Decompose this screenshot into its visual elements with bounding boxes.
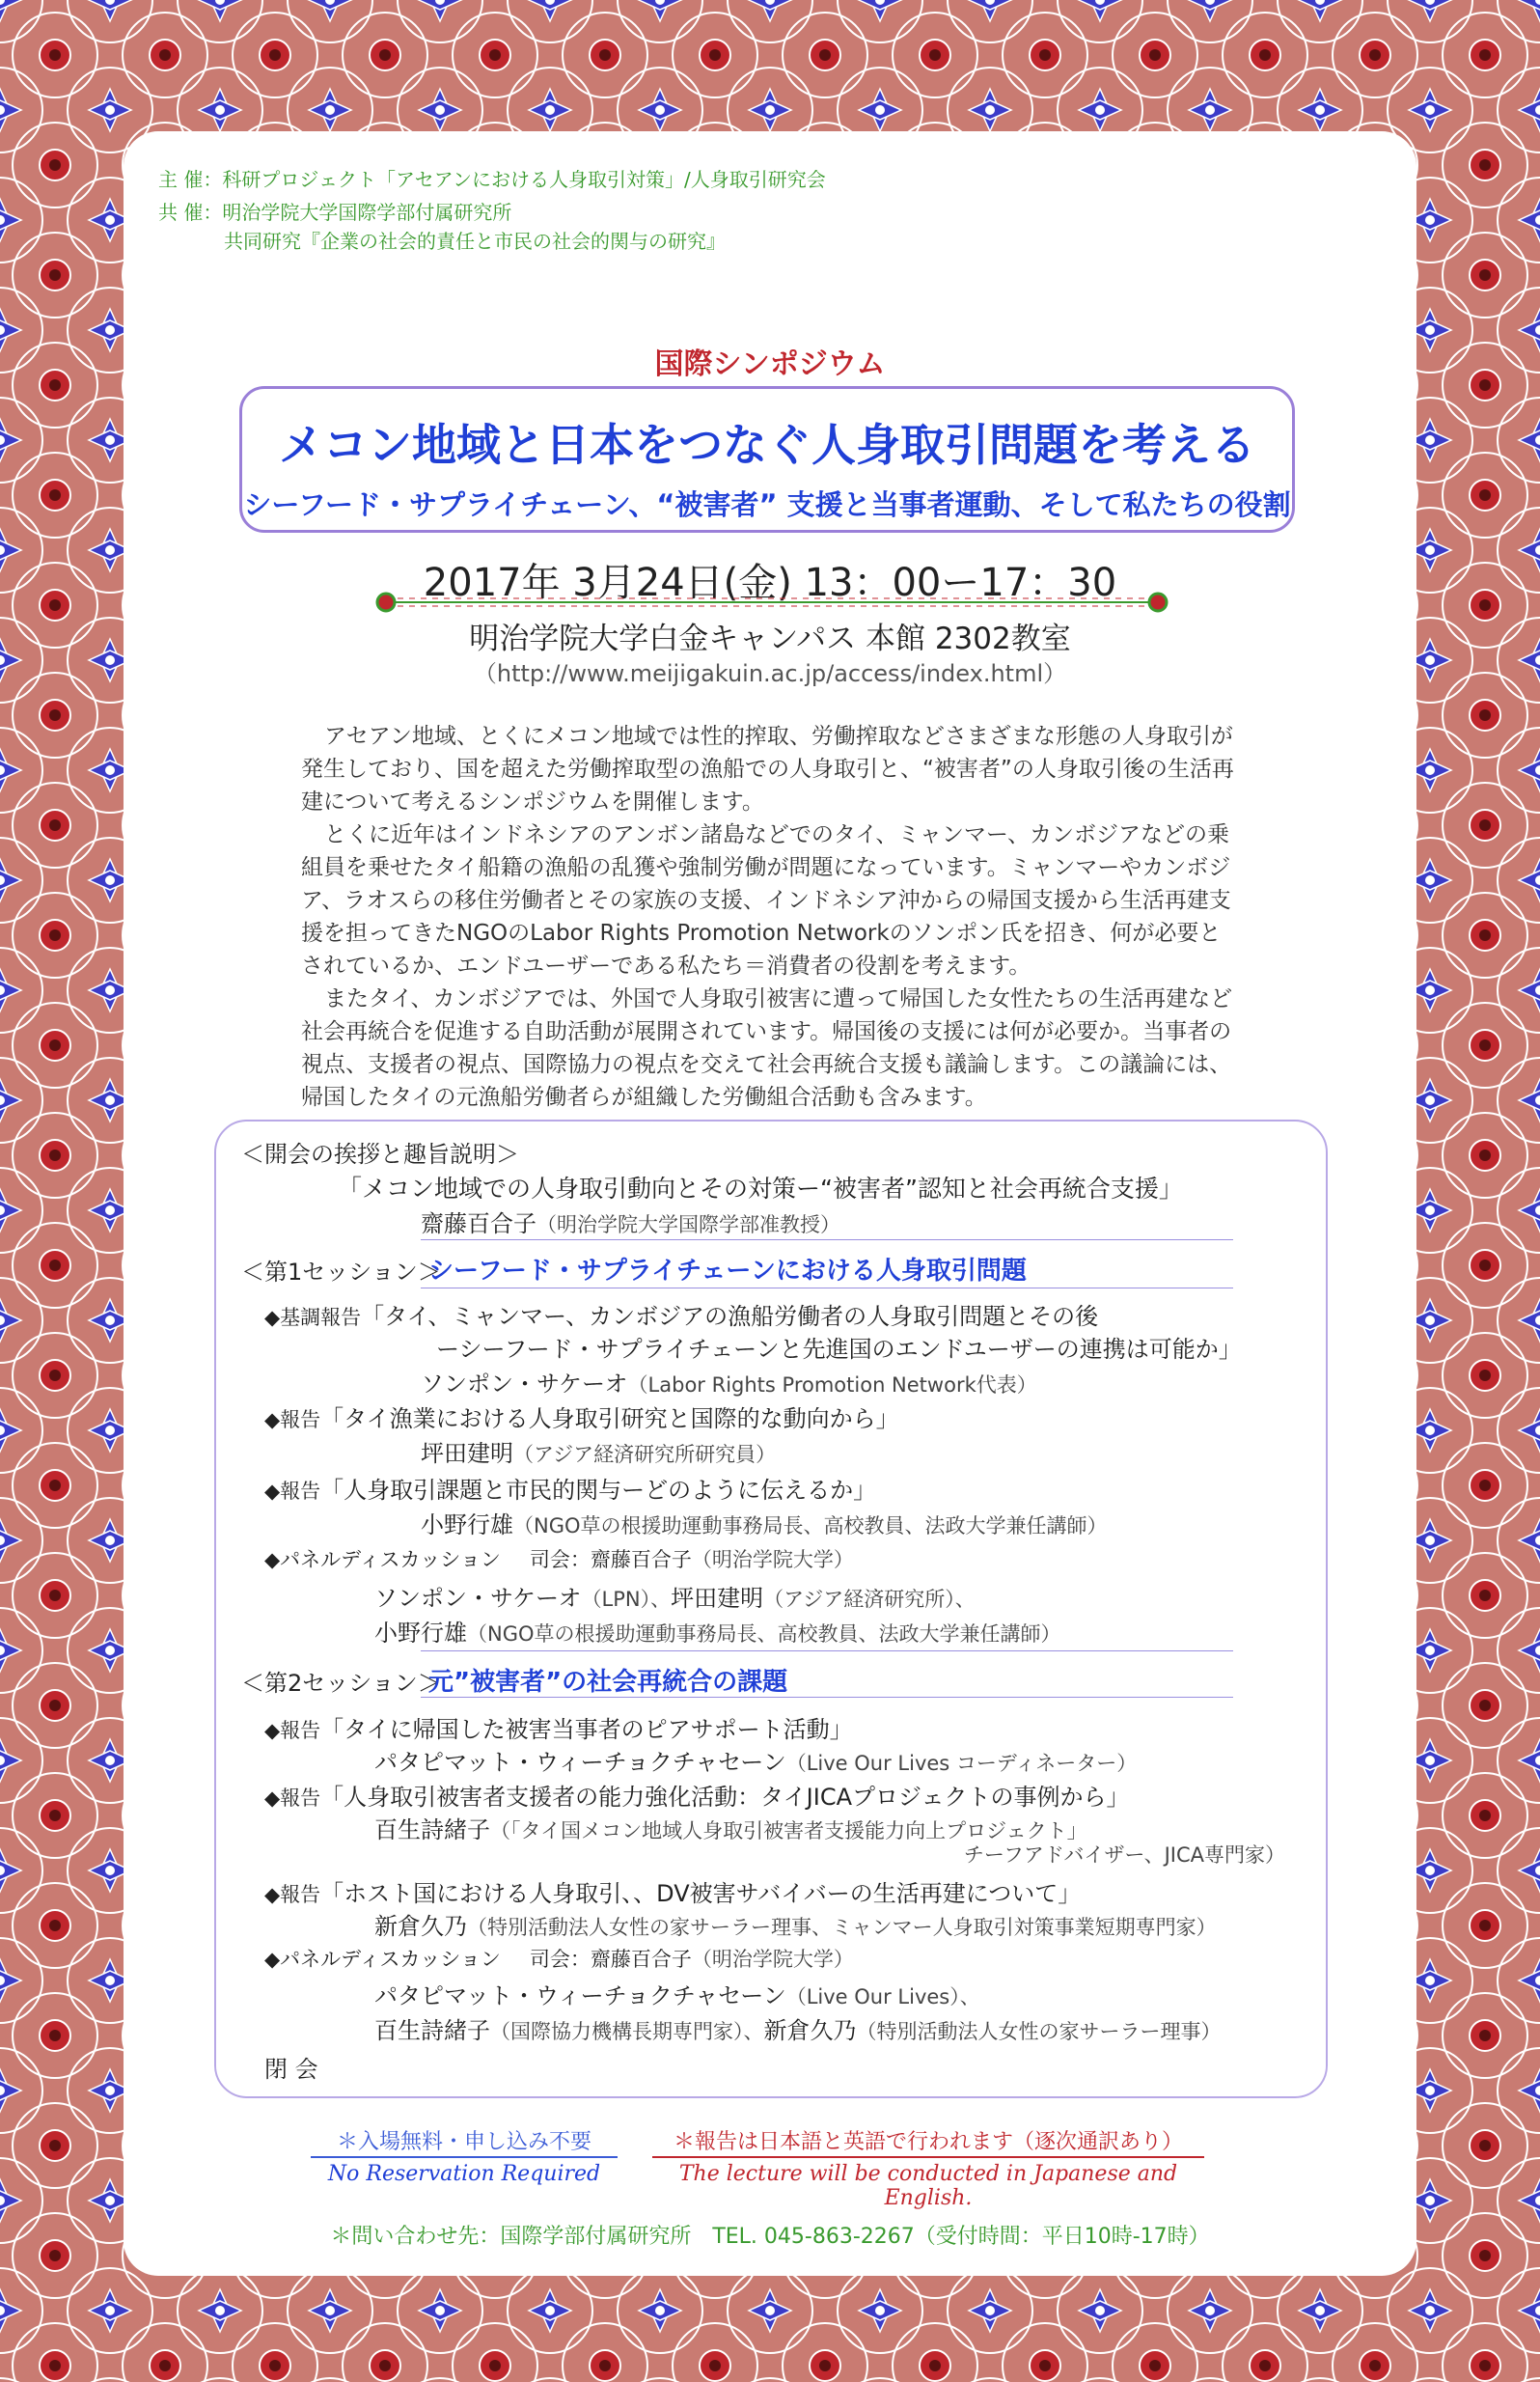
s1-r2-tag: ◆報告 [264, 1480, 321, 1503]
s1-panel-p1: ソンポン・サケーオ [374, 1585, 582, 1612]
s1-keynote-affil: （Labor Rights Promotion Network代表） [627, 1373, 1037, 1397]
s2-r2-speaker: 百生詩緒子 [374, 1816, 490, 1843]
s1-r1-affil: （アジア経済研究所研究員） [513, 1443, 777, 1466]
free-admission-note: ＊入場無料・申し込み不要 [336, 2130, 591, 2154]
cohost-line [158, 199, 511, 226]
s2-panel-p3: 新倉久乃 [763, 2017, 857, 2044]
s2-report-3-speaker-line [374, 1907, 1217, 1941]
s2-report-2-line [264, 1778, 1130, 1812]
s1-panel-p3-affil: （NGO草の根援助運動事務局長、高校教員、法政大学兼任講師） [467, 1622, 1061, 1646]
venue-url-link[interactable]: （http://www.meijigakuin.ac.jp/access/index.html） [473, 660, 1067, 687]
s1-keynote-speaker-line [421, 1365, 1037, 1399]
body-paragraph-2: とくに近年はインドネシアのアンボン諸島などでのタイ、ミャンマー、カンボジアなどの乗組員を乗せたタイ船籍の漁船の乱獲や強制労働が問題になっています。ミャンマーやカンボジア、ラオスらの移住労働者とその家族の支援、インドネシア沖からの帰国支援から生活再建支援を担ってきたNGOのLabor Rights Promotion Networkのソンポン氏を招き、何が必要とされているか、エンドユーザーである私たち＝消費者の役割を考えます。 [301, 822, 1231, 979]
opening-title: 「メコン地域での人身取引動向とその対策ー“被害者”認知と社会再統合支援」 [338, 1175, 1183, 1203]
divider [652, 2156, 1204, 2158]
s2-panel-p1-affil: （Live Our Lives）、 [785, 1985, 980, 2008]
s2-panel-panelists-1 [374, 1977, 980, 2010]
opening-speaker-line [421, 1205, 840, 1238]
s2-panel-p3-affil: （特別活動法人女性の家サーラー理事） [856, 2020, 1222, 2043]
s1-panel-p2: 坪田建明 [671, 1585, 764, 1612]
language-note-en: The lecture will be conducted in Japanese and English. [678, 2162, 1178, 2210]
s2-r3-tag: ◆報告 [264, 1883, 321, 1906]
s2-r2-affil-1: （「タイ国メコン地域人身取引被害者支援能力向上プロジェクト」 [490, 1819, 1087, 1842]
host-text: 科研プロジェクト「アセアンにおける人身取引対策」/人身取引研究会 [222, 168, 826, 191]
s2-r1-title: 「タイに帰国した被害当事者のピアサポート活動」 [320, 1716, 853, 1743]
opening-affil: （明治学院大学国際学部准教授） [536, 1213, 840, 1236]
s2-r1-tag: ◆報告 [264, 1719, 321, 1742]
s2-r2-title: 「人身取引被害者支援者の能力強化活動：タイJICAプロジェクトの事例から」 [320, 1784, 1130, 1811]
s1-r2-title: 「人身取引課題と市民的関与ーどのように伝えるか」 [320, 1477, 877, 1504]
cohost-text-1: 明治学院大学国際学部付属研究所 [222, 201, 512, 224]
session-2-label: ＜第2セッション＞ [241, 1670, 441, 1697]
contact-info: ＊問い合わせ先：国際学部付属研究所 TEL. 045-863-2267（受付時間：平日10時-17時） [330, 2225, 1210, 2249]
language-note: ＊報告は日本語と英語で行われます（逐次通訳あり） [673, 2130, 1183, 2154]
s1-panel-line [264, 1544, 854, 1573]
s1-panel-p2-affil: （アジア経済研究所）、 [763, 1588, 976, 1611]
s1-keynote-title-1: 「タイ、ミャンマー、カンボジアの漁船労働者の人身取引問題とその後 [361, 1303, 1099, 1330]
s1-report-2-speaker-line [421, 1506, 1108, 1539]
ornament-divider [367, 591, 1177, 614]
s2-r1-speaker: パタピマット・ウィーチョクチャセーン [374, 1749, 786, 1776]
s2-r3-affil: （特別活動法人女性の家サーラー理事、ミャンマー人身取引対策事業短期専門家） [467, 1916, 1217, 1939]
host-line [158, 166, 826, 193]
body-paragraph-1: アセアン地域、とくにメコン地域では性的搾取、労働搾取などさまざまな形態の人身取引が発生しており、国を超えた労働搾取型の漁船での人身取引と、“被害者”の人身取引後の生活再建について考えるシンポジウムを開催します。 [301, 724, 1234, 815]
s2-report-1-line [264, 1710, 853, 1744]
s1-keynote-tag: ◆基調報告 [264, 1306, 362, 1329]
s2-r2-tag: ◆報告 [264, 1786, 321, 1810]
s2-r3-speaker: 新倉久乃 [374, 1913, 467, 1940]
s2-report-3-line [264, 1874, 1081, 1908]
session-1-label: ＜第1セッション＞ [241, 1259, 441, 1286]
s1-report-2-line [264, 1471, 876, 1505]
s2-panel-chair-affil: （明治学院大学） [691, 1948, 854, 1971]
s2-panel-p2-affil: （国際協力機構長期専門家）、 [490, 2020, 764, 2043]
s2-panel-panelists-2 [374, 2011, 1222, 2045]
s2-panel-p2: 百生詩緒子 [374, 2017, 490, 2044]
s1-panel-panelists-2 [374, 1614, 1061, 1648]
session-1-title: シーフード・サプライチェーンにおける人身取引問題 [428, 1257, 1027, 1286]
s2-panel-line [264, 1944, 854, 1973]
session-2-title: 元”被害者”の社会再統合の課題 [428, 1668, 788, 1697]
s2-report-1-speaker-line [374, 1743, 1137, 1777]
s2-r1-affil: （Live Our Lives コーディネーター） [785, 1752, 1138, 1775]
s2-panel-tag: ◆パネルディスカッション [264, 1948, 501, 1971]
host-label: 主 催： [158, 168, 223, 191]
s1-keynote-speaker: ソンポン・サケーオ [421, 1371, 628, 1398]
divider [421, 1697, 1233, 1698]
page-title: メコン地域と日本をつなぐ人身取引問題を考える [279, 419, 1255, 471]
s1-r2-affil: （NGO草の根援助運動事務局長、高校教員、法政大学兼任講師） [513, 1514, 1108, 1537]
opening-speaker: 齋藤百合子 [421, 1210, 536, 1237]
divider [421, 1239, 1233, 1240]
s1-panel-chair: 司会：齋藤百合子 [529, 1548, 692, 1571]
body-paragraph-3: またタイ、カンボジアでは、外国で人身取引被害に遭って帰国した女性たちの生活再建など社会再統合を促進する自助活動が展開されています。帰国後の支援には何が必要か。当事者の視点、支援者の視点、国際協力の視点を交えて社会再統合支援も議論します。この議論には、帰国したタイの元漁船労働者らが組織した労働組合活動も含みます。 [301, 986, 1233, 1110]
s1-panel-p3: 小野行雄 [374, 1620, 467, 1647]
s2-r3-title: 「ホスト国における人身取引、、DV被害サバイバーの生活再建について」 [320, 1880, 1082, 1907]
event-venue: 明治学院大学白金キャンパス 本館 2302教室 [469, 622, 1071, 656]
s1-keynote-line [264, 1297, 1098, 1331]
opening-label: ＜開会の挨拶と趣旨説明＞ [241, 1141, 519, 1168]
title-box [239, 386, 1295, 533]
s1-panel-chair-affil: （明治学院大学） [691, 1548, 854, 1571]
s1-report-1-speaker-line [421, 1434, 776, 1468]
s1-r1-tag: ◆報告 [264, 1408, 321, 1431]
s1-panel-p1-affil: （LPN）、 [581, 1588, 672, 1611]
cohost-label: 共 催： [158, 201, 223, 224]
s2-panel-chair: 司会：齋藤百合子 [529, 1948, 692, 1971]
symposium-label: 国際シンポジウム [654, 347, 886, 381]
s1-r1-title: 「タイ漁業における人身取引研究と国際的な動向から」 [320, 1405, 899, 1432]
event-date: 2017年 3月24日(金) 13：00ー17：30 [423, 561, 1117, 605]
cohost-line-2: 共同研究『企業の社会的責任と市民の社会的関与の研究』 [224, 230, 726, 253]
page-subtitle: シーフード・サプライチェーン、“被害者” 支援と当事者運動、そして私たちの役割 [243, 488, 1291, 521]
s1-r1-speaker: 坪田建明 [421, 1440, 513, 1467]
divider [311, 2156, 618, 2158]
s2-r2-affil-2: チーフアドバイザー、JICA専門家） [963, 1843, 1285, 1867]
closing: 閉 会 [264, 2056, 318, 2083]
s1-r2-speaker: 小野行雄 [421, 1511, 513, 1538]
divider [421, 1650, 1233, 1651]
s1-keynote-title-2: ーシーフード・サプライチェーンと先進国のエンドユーザーの連携は可能か」 [436, 1336, 1242, 1363]
s1-panel-panelists-1 [374, 1579, 976, 1613]
s1-report-1-line [264, 1399, 899, 1433]
s1-panel-tag: ◆パネルディスカッション [264, 1548, 501, 1571]
s2-panel-p1: パタピマット・ウィーチョクチャセーン [374, 1982, 786, 2009]
free-admission-note-en: No Reservation Required [327, 2162, 601, 2186]
